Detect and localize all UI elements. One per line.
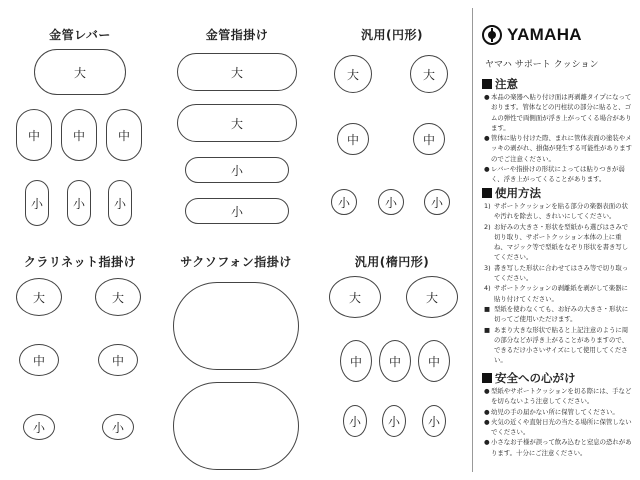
oval-pad-small: [343, 405, 367, 437]
clarinet-pad-medium: [98, 344, 138, 376]
pad-size-label: 中: [388, 354, 401, 369]
oval-pad-medium: [340, 340, 372, 382]
pad-size-label: 小: [384, 195, 397, 210]
list-marker: ●: [484, 387, 490, 395]
oval-pad-medium: [418, 340, 450, 382]
clarinet-hook-title: クラリネット指掛け: [23, 255, 137, 269]
pad-size-label: 小: [72, 196, 85, 211]
general-round-title: 汎用(円形): [361, 28, 423, 42]
clarinet-pad-large: [16, 278, 62, 316]
brass-hook-pad-small: [185, 198, 289, 224]
list-marker: ●: [484, 165, 490, 174]
yamaha-logo: [482, 25, 582, 45]
pad-size-label: 中: [349, 354, 362, 369]
clarinet-pad-small: [23, 414, 55, 440]
round-pad-medium: [413, 123, 445, 155]
round-pad-medium: [337, 123, 369, 155]
brass-lever-pad-small: [25, 180, 49, 226]
oval-pad-medium: [379, 340, 411, 382]
round-pad-small: [331, 189, 357, 215]
oval-pad-small: [382, 405, 406, 437]
pad-size-label: 小: [230, 204, 243, 219]
pad-size-label: 中: [27, 128, 40, 143]
pad-size-label: 中: [427, 354, 440, 369]
brass-lever-pad-small: [67, 180, 91, 226]
list-item: [484, 222, 634, 263]
pad-size-label: 大: [73, 65, 86, 80]
list-text: あまり大きな形状で貼ると上記注意のように周の部分などが浮き上がることがありますので、できるだけ小さいサイズにして使用してください。: [494, 325, 629, 365]
square-bullet-icon: [482, 373, 492, 383]
sax-pad-upper: [173, 282, 299, 370]
list-marker: ■: [484, 325, 491, 334]
safety-heading: [482, 370, 576, 386]
safety-list: [484, 386, 634, 458]
list-marker: ●: [484, 407, 490, 416]
pad-size-label: 大: [230, 116, 243, 131]
brass-lever-pad-small: [108, 180, 132, 226]
brass-hook-pad-large: [177, 104, 297, 142]
pad-size-label: 小: [32, 420, 45, 435]
pad-size-label: 中: [117, 128, 130, 143]
list-item: [484, 164, 634, 185]
list-marker: ●: [484, 93, 490, 101]
list-item: [484, 304, 634, 325]
pad-size-label: 中: [72, 128, 85, 143]
list-item: [484, 133, 634, 164]
pad-size-label: 小: [427, 414, 440, 429]
list-item: [484, 92, 634, 133]
pad-size-label: 中: [32, 353, 45, 368]
pad-size-label: 中: [111, 353, 124, 368]
list-text: 書き写した形状に合わせてはさみ等で切り取ってください。: [494, 263, 629, 283]
list-item: [484, 263, 634, 284]
oval-pad-large: [406, 276, 458, 318]
round-pad-large: [334, 55, 372, 93]
brand-name: YAMAHA: [507, 25, 582, 44]
list-text: 小さなお子様が誤って飲み込むと窒息の恐れがあります。十分にご注意ください。: [491, 438, 632, 457]
caution-heading-text: 注意: [495, 77, 518, 91]
pad-size-label: 大: [32, 290, 45, 305]
panel-divider: [472, 8, 473, 472]
list-text: 管体に貼り付けた際、まれに管体表面の塗装やメッキの剥がれ、損傷が発生する可能性がありますのでご注意ください。: [491, 134, 632, 163]
oval-pad-large: [329, 276, 381, 318]
usage-list: [484, 201, 634, 366]
tuning-fork-icon: [482, 25, 502, 45]
pad-size-label: 小: [113, 196, 126, 211]
usage-heading: [482, 185, 541, 201]
usage-heading-text: 使用方法: [495, 186, 541, 200]
pad-size-label: 小: [30, 196, 43, 211]
list-text: 幼児の手の届かない所に保管してください。: [491, 407, 619, 416]
square-bullet-icon: [482, 188, 492, 198]
brass-lever-pad-medium: [106, 109, 142, 161]
list-item: [484, 407, 634, 417]
pad-size-label: 小: [387, 414, 400, 429]
brass-hook-pad-large: [177, 53, 297, 91]
list-text: 型紙を使わなくても、お好みの大きさ・形状に切ってご使用いただけます。: [494, 304, 629, 324]
list-text: レバーや指掛けの形状によっては貼りつきが弱く、浮き上がってくることがあります。: [491, 165, 625, 184]
safety-heading-text: 安全への心がけ: [495, 371, 576, 385]
brass-hook-title: 金管指掛け: [205, 28, 269, 42]
clarinet-pad-small: [102, 414, 134, 440]
list-item: [484, 283, 634, 304]
list-marker: ●: [484, 134, 490, 143]
brass-lever-pad-medium: [16, 109, 52, 161]
square-bullet-icon: [482, 79, 492, 89]
list-text: 本品の楽器へ貼り付け面は再剥離タイプになっております。管体などの円柱状の部分に貼ると、ゴムの弾性で両側面が浮き上がってくる場合があります。: [491, 93, 632, 132]
list-item: [484, 201, 634, 222]
pad-size-label: 大: [348, 290, 361, 305]
clarinet-pad-medium: [19, 344, 59, 376]
pad-size-label: 小: [348, 414, 361, 429]
list-item: [484, 437, 634, 458]
list-marker: ●: [484, 438, 490, 447]
sax-pad-lower: [173, 382, 299, 470]
brass-lever-title: 金管レバー: [49, 28, 111, 42]
product-name: ヤマハ サポート クッション: [485, 60, 599, 70]
pad-size-label: 大: [230, 65, 243, 80]
pad-size-label: 大: [425, 290, 438, 305]
general-oval-title: 汎用(楕円形): [354, 255, 430, 269]
list-item: [484, 325, 634, 366]
round-pad-large: [410, 55, 448, 93]
sax-hook-title: サクソフォン指掛け: [180, 255, 292, 269]
pad-size-label: 大: [346, 67, 359, 82]
oval-pad-small: [422, 405, 446, 437]
pad-size-label: 小: [111, 420, 124, 435]
pad-size-label: 小: [337, 195, 350, 210]
brass-hook-pad-small: [185, 157, 289, 183]
list-marker: 1): [484, 202, 491, 210]
list-item: [484, 386, 634, 407]
caution-list: [484, 92, 634, 185]
pad-size-label: 小: [230, 163, 243, 178]
brass-lever-pad-medium: [61, 109, 97, 161]
list-marker: 4): [484, 284, 491, 293]
clarinet-pad-large: [95, 278, 141, 316]
list-text: サポートクッションの剥離紙を剥がして楽器に貼り付けてください。: [494, 284, 628, 303]
list-text: サポートクッションを貼る部分の楽器表面の状や汚れを除去し、きれいにしてください。: [494, 202, 628, 221]
pad-size-label: 中: [346, 132, 359, 147]
pad-size-label: 中: [422, 132, 435, 147]
list-text: 型紙やサポートクッションを切る際には、手などを切らないよう注意してください。: [491, 387, 632, 406]
pad-size-label: 大: [422, 67, 435, 82]
list-marker: ■: [484, 304, 491, 313]
list-marker: 3): [484, 263, 491, 272]
brass-lever-pad-large: [34, 49, 126, 95]
round-pad-small: [378, 189, 404, 215]
caution-heading: [482, 76, 518, 92]
list-text: 火気の近くや直射日光の当たる場所に保管しないでください。: [491, 417, 632, 437]
list-item: [484, 417, 634, 438]
list-marker: 2): [484, 222, 491, 231]
round-pad-small: [424, 189, 450, 215]
list-marker: ●: [484, 417, 490, 426]
list-text: お好みの大きさ・形状を型紙から選びはさみで切り取り、サポートクッション本体の上に重ね、マジック等で型紙をなぞり形状を書き写してください。: [494, 222, 629, 262]
pad-size-label: 大: [111, 290, 124, 305]
pad-size-label: 小: [430, 195, 443, 210]
